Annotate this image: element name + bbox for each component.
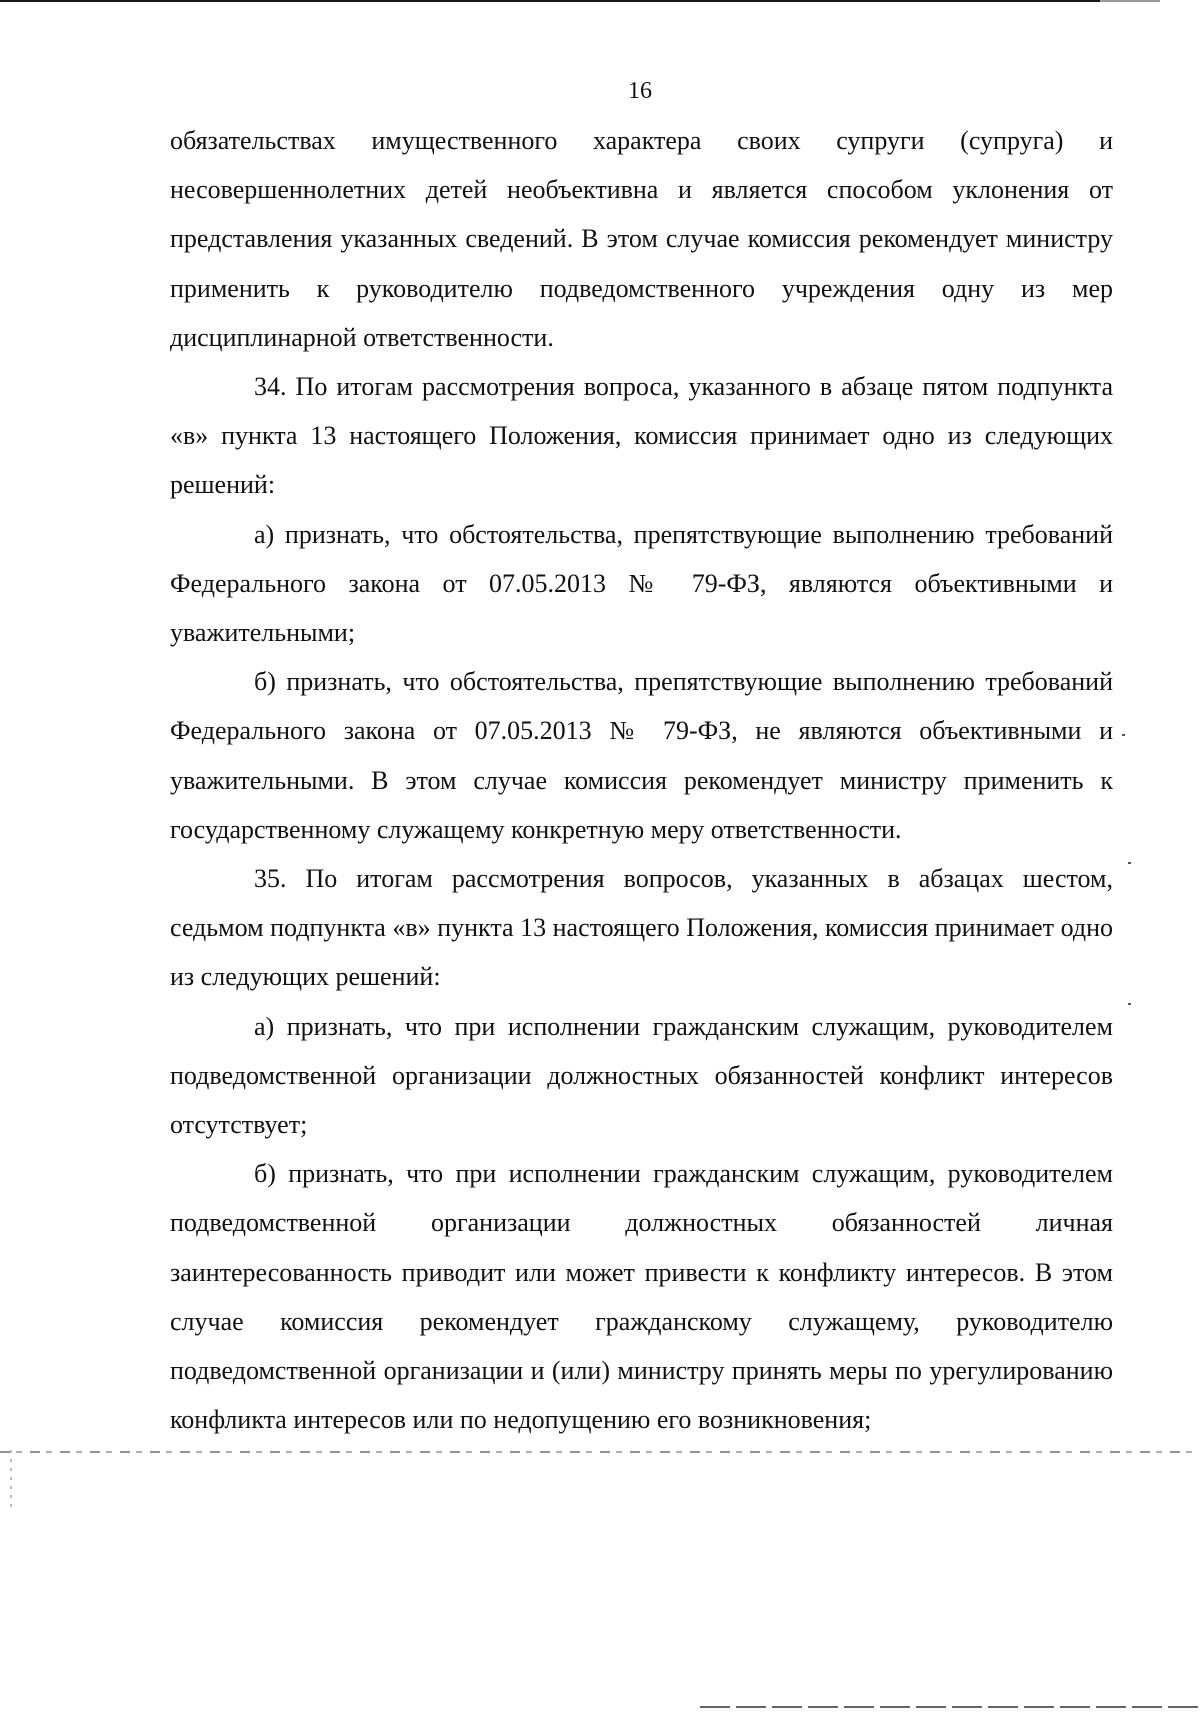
scan-edge-top-faint <box>1100 0 1160 2</box>
scan-speck <box>1122 734 1125 736</box>
scan-artifact-bottom <box>700 1706 1200 1708</box>
paragraph-34-b: б) признать, что обстоятельства, препятствующие выполнению требований Федерального закона от 07.05.2013 № 79-ФЗ, не являются объективными и уважительными. В этом случае комиссия рекомендует министру применить к государственному служащему конкретную меру ответственности. <box>170 667 1113 844</box>
scan-artifact-left <box>10 1450 12 1510</box>
paragraph-35-b: б) признать, что при исполнении гражданским служащим, руководителем подведомственной организации должностных обязанностей личная заинтересованность приводит или может привести к конфликту интересов. В этом случае комиссия рекомендует гражданскому служащему, руководителю подведомственной организации и (или) министру принять меры по урегулированию конфликта интересов или по недопущению его возникновения; <box>170 1159 1113 1435</box>
scan-speck <box>1128 862 1131 864</box>
paragraph-item-34: 34. По итогам рассмотрения вопроса, указанного в абзаце пятом подпункта «в» пункта 13 настоящего Положения, комиссия принимает одно из следующих решений: <box>170 372 1113 500</box>
paragraph-34-a: а) признать, что обстоятельства, препятствующие выполнению требований Федерального закона от 07.05.2013 № 79-ФЗ, являются объективными и уважительными; <box>170 519 1113 648</box>
scan-edge-top <box>0 0 1100 2</box>
scan-speck <box>1128 1003 1131 1005</box>
paragraph-continuation: обязательствах имущественного характера своих супруги (супруга) и несовершеннолетних детей необъективна и является способом уклонения от представления указанных сведений. В этом случае комиссия рекомендует министру применить к руководителю подведомственного учреждения одну из мер дисциплинарной ответственности. <box>170 126 1113 352</box>
paragraph-35-a: а) признать, что при исполнении гражданским служащим, руководителем подведомственной организации должностных обязанностей конфликт интересов отсутствует; <box>170 1011 1113 1140</box>
scan-artifact-line <box>0 1451 1200 1453</box>
page-number: 16 <box>628 78 652 104</box>
document-body <box>170 116 1113 1444</box>
paragraph-item-35: 35. По итогам рассмотрения вопросов, указанных в абзацах шестом, седьмом подпункта «в» пункта 13 настоящего Положения, комиссия принимает одно из следующих решений: <box>170 864 1113 992</box>
